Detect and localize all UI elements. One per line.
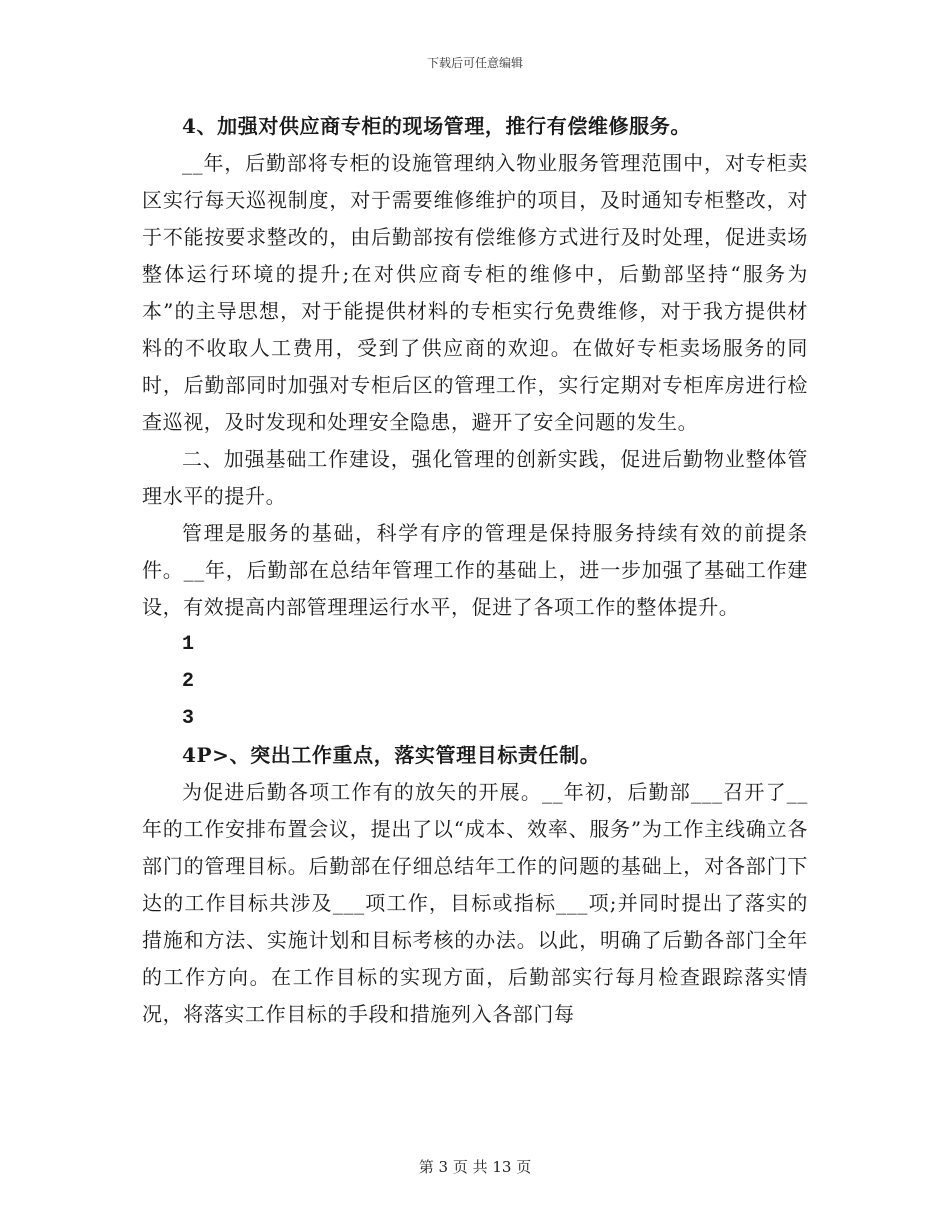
paragraph-vendor-counter-maintenance: __年，后勤部将专柜的设施管理纳入物业服务管理范围中，对专柜卖区实行每天巡视制度，对于需要维修维护的项目，及时通知专柜整改，对于不能按要求整改的，由后勤部按有偿维修方式进行及时处理，促进卖场整体运行环境的提升;在对供应商专柜的维修中，后勤部坚持“服务为本”的主导思想，对于能提供材料的专柜实行免费维修，对于我方提供材料的不收取人工费用，受到了供应商的欢迎。在做好专柜卖场服务的同时，后勤部同时加强对专柜后区的管理工作，实行定期对专柜库房进行检查巡视，及时发现和处理安全隐患，避开了安全问题的发生。 <box>142 151 808 434</box>
section-heading-4p: 4P>、突出工作重点，落实管理目标责任制。 <box>182 743 601 767</box>
paragraph-work-focus: 为促进后勤各项工作有的放矢的开展。__年初，后勤部___召开了__年的工作安排布置会议，提出了以“成本、效率、服务”为工作主线确立各部门的管理目标。后勤部在仔细总结年工作的问题的基础上，对各部门下达的工作目标共涉及___项工作，目标或指标___项;并同时提出了落实的措施和方法、实施计划和目标考核的办法。以此，明确了后勤各部门全年的工作方向。在工作目标的实现方面，后勤部实行每月检查跟踪落实情况，将落实工作目标的手段和措施列入各部门每 <box>142 780 808 1026</box>
list-number-1: 1 <box>182 633 195 656</box>
header-note: 下载后可任意编辑 <box>426 56 523 70</box>
list-number-3: 3 <box>182 707 195 730</box>
paragraph-management-basis: 管理是服务的基础，科学有序的管理是保持服务持续有效的前提条件。__年，后勤部在总结年管理工作的基础上，进一步加强了基础工作建设，有效提高内部管理理运行水平，促进了各项工作的整体提升。 <box>142 521 808 619</box>
section-heading-2: 二、加强基础工作建设，强化管理的创新实践，促进后勤物业整体管理水平的提升。 <box>142 447 808 508</box>
section-heading-4: 4、加强对供应商专柜的现场管理，推行有偿维修服务。 <box>182 114 691 138</box>
document-body <box>142 108 808 1033</box>
page-number: 第 3 页 共 13 页 <box>418 1158 532 1176</box>
list-number-2: 2 <box>182 670 195 693</box>
